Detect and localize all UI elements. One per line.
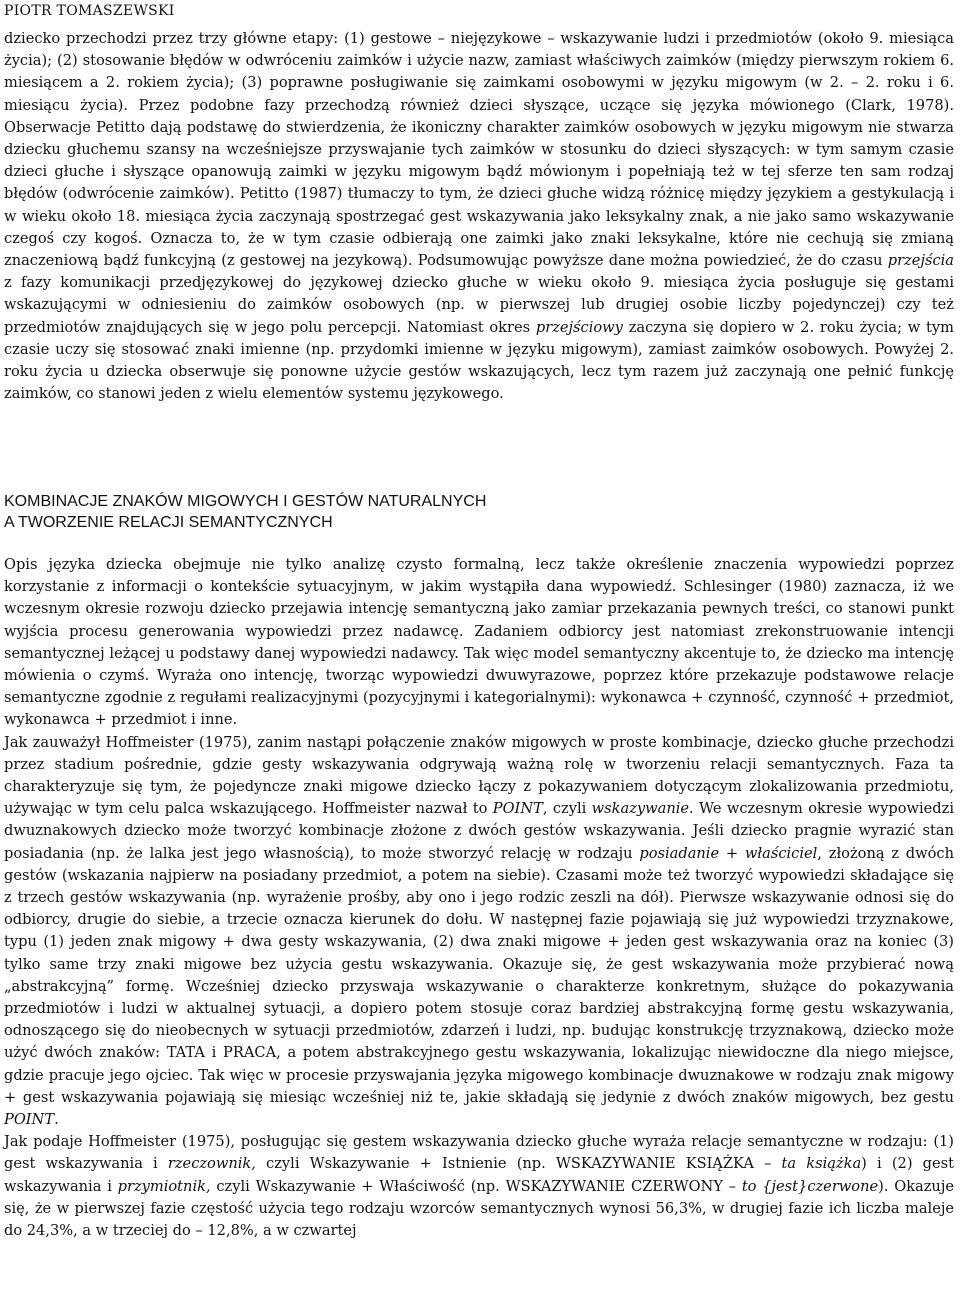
italic-term: przymiotnik,: [117, 1177, 211, 1195]
section-heading-line-1: KOMBINACJE ZNAKÓW MIGOWYCH I GESTÓW NATURALNYCH: [4, 493, 487, 510]
italic-term: przejścia: [887, 252, 954, 270]
italic-term: ta książka: [781, 1155, 862, 1173]
italic-term: przejściowy: [535, 318, 623, 336]
text-run: ) i (2) gest wskazywania i: [4, 1155, 954, 1195]
text-run: .: [54, 1111, 59, 1129]
text-run: Jak podaje Hoffmeister (1975), posługując się gestem wskazywania dziecko głuche wyraża relacje semantyczne w rodzaju: (1) gest wskazywania i: [4, 1133, 954, 1173]
text-run: . We wczesnym okresie wypowiedzi dwuznakowych dziecko może tworzyć kombinacje złożone z dwóch gestów wskazywania. Jeśli dziecko pragnie wyrazić stan posiadania (np. że lalka jest jego własnością), to może stworzyć relację w rodzaju: [4, 800, 954, 862]
running-header-author: PIOTR TOMASZEWSKI: [4, 3, 175, 19]
text-run: czyli Wskazywanie + Właściwość (np. WSKAZYWANIE CZERWONY –: [210, 1177, 742, 1195]
italic-term: to {jest}czerwone: [741, 1177, 879, 1195]
text-run: ). Okazuje się, że w pierwszej fazie częstość użycia tego rodzaju wzorców semantycznych wynosi 56,3%, w drugiej fazie ich liczba maleje do 24,3%, a w trzeciej do – 12,8%, a w czwartej: [4, 1177, 954, 1240]
italic-term: POINT: [492, 800, 543, 818]
text-run: Opis języka dziecka obejmuje nie tylko analizę czysto formalną, lecz także określenie znaczenia wypowiedzi poprzez korzystanie z informacji o kontekście sytuacyjnym, w jakim wystąpiła dana wypowiedź. Schlesinger (1980) zaznacza, iż we wczesnym okresie rozwoju dziecko przejawia intencję semantyczną jako zamiar przekazania pewnych treści, co stanowi punkt wyjścia procesu generowania wypowiedzi przez nadawcę. Zadaniem odbiorcy jest natomiast zrekonstruowanie intencji semantycznej leżącej u podstawy danej wypowiedzi nadawcy. Tak więc model semantyczny akcentuje to, że dziecko ma intencję mówienia o czymś. Wyraża ono intencję, tworząc wypowiedzi dwuwyrazowe, poprzez które przekazuje podstawowe relacje semantyczne zgodnie z regułami realizacyjnymi (pozycyjnymi i kategorialnymi): wykonawca + czynność, czynność + przedmiot, wykonawca + przedmiot i inne.: [4, 556, 954, 729]
body-section-main: [4, 554, 954, 1242]
body-section-top: [4, 28, 954, 405]
text-run: , złożoną z dwóch gestów (wskazania najpierw na posiadany przedmiot, a potem na siebie). Czasami może też tworzyć wypowiedzi składające się z trzech gestów wskazywania (np. wyrażenie prośby, aby ono i jego rodzic zeszli na dół). Pierwsze wskazywanie odnosi się do odbiorcy, drugie do siebie, a trzecie oznacza kierunek do dołu. W następnej fazie pojawiają się już wypowiedzi trzyznakowe, typu (1) jeden znak migowy + dwa gesty wskazywania, (2) dwa znaki migowe + jeden gest wskazywania oraz na koniec (3) tylko same trzy znaki migowe bez użycia gestu wskazywania. Okazuje się, że gest wskazywania może przybierać nową „abstrakcyjną” formę. Wcześniej dziecko przyswaja wskazywanie o charakterze konkretnym, służące do pokazywania przedmiotów i ludzi w aktualnej sytuacji, a dopiero potem stosuje coraz bardziej abstrakcyjną formę gestu wskazywania, odnoszącego się do nieobecnych w sytuacji przedmiotów, zdarzeń i ludzi, np. budując konstrukcję trzyznakową, dziecko może użyć dwóch znaków: TATA i PRACA, a potem abstrakcyjnego gestu wskazywania, lokalizując niewidoczne dla niego miejsce, gdzie pracuje jego ojciec. Tak więc w procesie przyswajania języka migowego kombinacje dwuznakowe w rodzaju znak migowy + gest wskazywania pojawiają się miesiąc wcześniej niż te, jakie składają się jedynie z dwóch znaków migowych, bez gestu: [4, 844, 955, 1106]
paragraph: [4, 554, 954, 732]
section-heading: [4, 491, 944, 533]
paragraph: [4, 28, 954, 405]
italic-term: posiadanie + właściciel: [639, 844, 818, 862]
paragraph: [4, 732, 954, 1132]
text-run: Jak zauważył Hoffmeister (1975), zanim nastąpi połączenie znaków migowych w proste kombinacje, dziecko głuche przechodzi przez stadium pośrednie, gdzie gesty wskazywania odgrywają ważną rolę w tworzeniu relacji semantycznych. Faza ta charakteryzuje się tym, że pojedyncze znaki migowe dziecko łączy z pokazywaniem dotyczącym zlokalizowania przedmiotu, używając w tym celu palca wskazującego. Hoffmeister nazwał to: [4, 733, 954, 818]
italic-term: rzeczownik,: [167, 1155, 256, 1173]
italic-term: wskazywanie: [591, 800, 690, 818]
text-run: , czyli: [542, 800, 592, 818]
text-run: zaczyna się dopiero w 2. roku życia; w tym czasie uczy się stosować znaki imienne (np. przydomki imienne w języku migowym), zamiast zaimków osobowych. Powyżej 2. roku życia u dziecka obserwuje się ponowne użycie gestów wskazujących, lecz tym razem już zaczynają one pełnić funkcję zaimków, co stanowi jeden z wielu elementów systemu językowego.: [4, 318, 954, 403]
text-run: dziecko przechodzi przez trzy główne etapy: (1) gestowe – niejęzykowe – wskazywanie ludzi i przedmiotów (około 9. miesiąca życia); (2) stosowanie błędów w odwróceniu zaimków i użycie nazw, zamiast właściwych zaimków (między pierwszym rokiem 6. miesiącem a 2. rokiem życia); (3) poprawne posługiwanie się zaimkami osobowymi w języku migowym (w 2. – 2. roku i 6. miesiącu życia). Przez podobne fazy przechodzą również dzieci słyszące, uczące się języka mówionego (Clark, 1978). Obserwacje Petitto dają podstawę do stwierdzenia, że ikoniczny charakter zaimków osobowych w języku migowym nie stwarza dziecku głuchemu szansy na wcześniejsze przyswajanie tych zaimków w stosunku do dzieci słyszących: w tym samym czasie dzieci głuche i słyszące opanowują zaimki w języku migowym bądź mówionym i popełniają też w tej sferze ten sam rodzaj błędów (odwrócenie zaimków). Petitto (1987) tłumaczy to tym, że dzieci głuche widzą różnicę między językiem a gestykulacją i w wieku około 18. miesiąca życia zaczynają spostrzegać gest wskazywania jako leksykalny znak, a nie jako samo wskazywanie czegoś czy kogoś. Oznacza to, że w tym czasie odbierają one zaimki jako znaki leksykalne, które nie cechują się zmianą znaczeniową bądź funkcyjną (z gestowej na jezykową). Podsumowując powyższe dane można powiedzieć, że do czasu: [4, 30, 954, 270]
section-heading-line-2: A TWORZENIE RELACJI SEMANTYCZNYCH: [4, 514, 333, 531]
text-run: z fazy komunikacji przedjęzykowej do językowej dziecko głuche w wieku około 9. miesiąca życia posługuje się gestami wskazującymi w odniesieniu do zaimków osobowych (np. w pierwszej lub drugiej osobie liczby pojedynczej) czy też przedmiotów znajdujących się w jego polu percepcji. Natomiast okres: [4, 274, 954, 336]
text-run: czyli Wskazywanie + Istnienie (np. WSKAZYWANIE KSIĄŻKA –: [255, 1155, 782, 1173]
italic-term: POINT: [4, 1111, 55, 1129]
paragraph: [4, 1131, 954, 1242]
